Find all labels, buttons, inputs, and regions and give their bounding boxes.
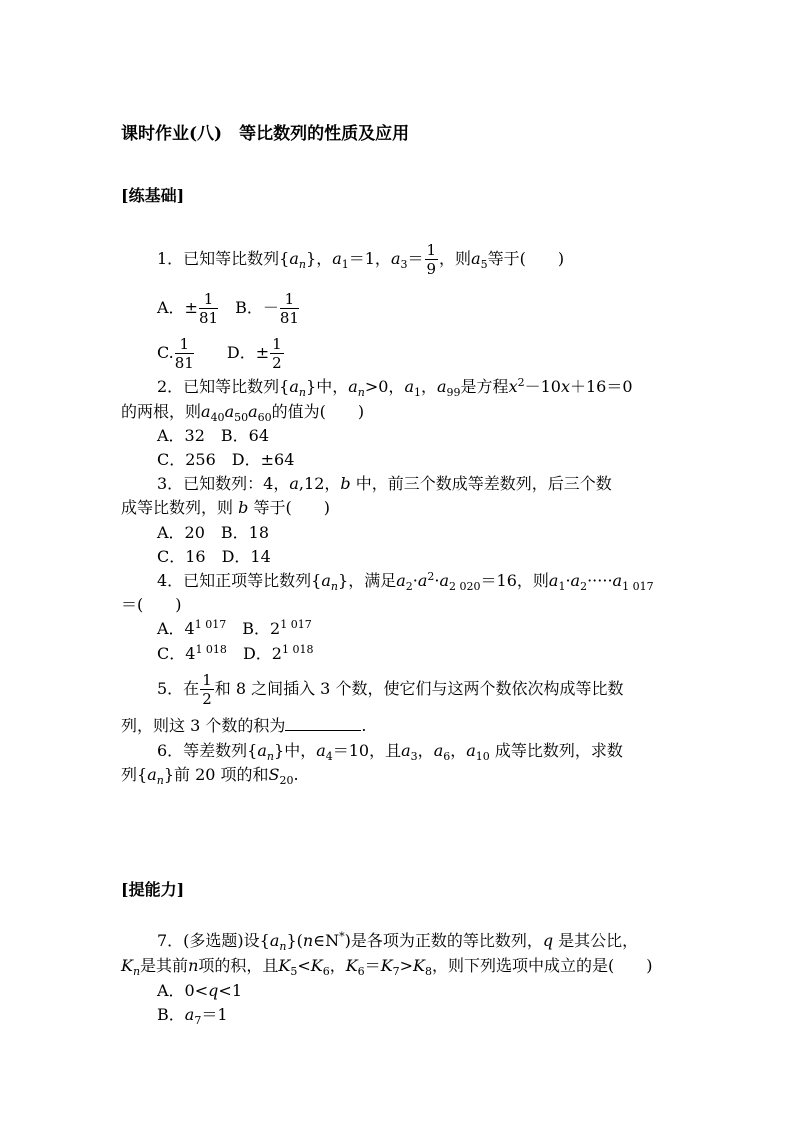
q4-options-ab: A．$4^{1 017}$ B．$2^{1 017}$ [157,618,312,638]
question-3-line-2: 成等比数列，则 b 等于( ) [121,498,330,517]
q1-options-ab: A．± $\frac{1}{81}$ B．－ $\frac{1}{81}$ [157,290,299,327]
question-7-line-2: $K_n$是其前n项的积，且$K_5<K_6$，$K_6=K_7>K_8$，则下列选项中成立的是( ) [121,956,653,978]
q7-option-a: A．0<q<1 [157,981,242,1000]
section-advanced-heading: [提能力] [121,880,185,899]
question-5-line-2: 列，则这 3 个数的积为 . [121,716,367,735]
question-6-line-1: 6．等差数列$\{a_n\}$中，$a_4=10$，且$a_3$，$a_6$，$a_{10}$ 成等比数列，求数 [157,741,623,763]
question-4-line-2: ＝( ) [121,595,182,614]
section-basic-heading: [练基础] [121,186,185,205]
page-title: 课时作业(八) 等比数列的性质及应用 [121,124,410,144]
q2-options-cd: C．256 D．±64 [157,450,295,469]
q2-options-ab: A．32 B．64 [157,426,270,445]
question-1: 1．已知等比数列$\{a_n\}$，$a_1=1$，$a_3=$ $\frac{1}{9}$ ，则$a_5$等于( ) [157,241,565,278]
question-4-line-1: 4．已知正项等比数列$\{a_n\}$，满足$a_2\cdot a^2\cdot a_{2 020}=16$，则$a_1\cdot a_2\cdot\cdot\cdot\cdot\cdot a_{1 017}$ [157,570,654,593]
question-6-line-2: 列$\{a_n\}$前 20 项的和$S_{20}$. [121,765,299,787]
answer-blank [285,716,361,731]
question-2-line-2: 的两根，则$a_{40}a_{50}a_{60}$的值为( ) [121,402,365,424]
question-3-line-1: 3．已知数列：4，a,12，b 中，前三个数成等差数列，后三个数 [157,474,612,493]
q1-options-cd: C. $\frac{1}{81}$ D．± $\frac{1}{2}$ [157,335,282,372]
fraction: $\frac{1}{9}$ [426,241,437,278]
q3-options-cd: C．16 D．14 [157,547,271,566]
q4-options-cd: C．$4^{1 018}$ D．$2^{1 018}$ [157,643,314,663]
question-7-line-1: 7．(多选题)设$\{a_n\}(n\in N^*)$是各项为正数的等比数列，q 是其公比， [157,930,639,953]
question-5-line-1: 5．在 $\frac{1}{2}$ 和 8 之间插入 3 个数，使它们与这两个数依次构成等比数 [157,671,624,708]
question-2-line-1: 2．已知等比数列$\{a_n\}$中，$a_n>0$，$a_1$，$a_{99}$是方程$x^2-10x+16=0$ [157,376,633,399]
q7-option-b: B．$a_7=1$ [157,1005,228,1027]
q3-options-ab: A．20 B．18 [157,523,270,542]
